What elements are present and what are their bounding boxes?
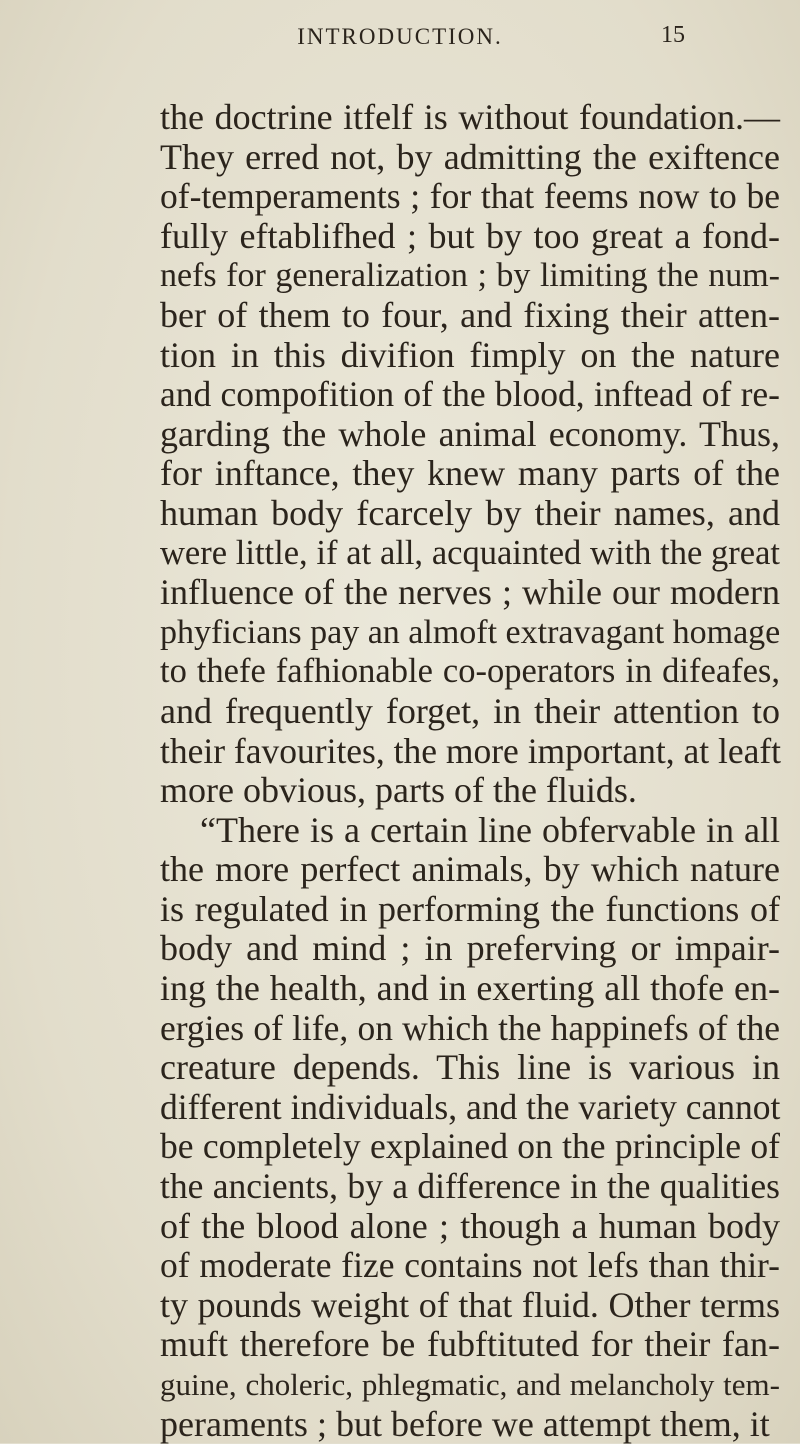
- body-text: [160, 98, 780, 1444]
- text-line: of the blood alone ; though a human body: [160, 1205, 780, 1246]
- text-line: garding the whole animal economy. Thus,: [160, 413, 780, 454]
- text-line: the doctrine itfelf is without foundation.—: [160, 97, 780, 137]
- text-line: ing the health, and in exerting all thofe en-: [160, 968, 780, 1009]
- text-line: fully eftablifhed ; but by too great a fond-: [160, 215, 780, 256]
- text-line: and compofition of the blood, inftead of re-: [160, 374, 780, 415]
- text-line: of moderate fize contains not lefs than thir-: [160, 1245, 780, 1286]
- text-line: ergies of life, on which the happinefs of the: [160, 1007, 780, 1048]
- text-line: guine, choleric, phlegmatic, and melancholy tem-: [160, 1367, 780, 1402]
- text-line: and frequently forget, in their attention to: [160, 690, 780, 731]
- text-line: They erred not, by admitting the exiftence: [160, 136, 780, 177]
- running-title: INTRODUCTION.: [297, 24, 503, 49]
- text-line: to thefe fafhionable co-operators in difeafes,: [160, 652, 780, 691]
- text-line: the more perfect animals, by which nature: [160, 849, 780, 890]
- text-line: creature depends. This line is various in: [160, 1047, 780, 1088]
- text-line: different individuals, and the variety cannot: [160, 1086, 781, 1127]
- running-head: [0, 18, 800, 58]
- text-line: more obvious, parts of the fluids.: [160, 770, 637, 811]
- page-number: 15: [661, 22, 685, 48]
- text-line: muft therefore be fubftituted for their fan-: [160, 1324, 780, 1365]
- text-line: body and mind ; in preferving or impair-: [160, 928, 780, 969]
- text-line: is regulated in performing the functions of: [160, 888, 780, 929]
- text-line: for inftance, they knew many parts of the: [160, 453, 780, 494]
- text-line: nefs for generalization ; by limiting the num-: [160, 257, 780, 295]
- text-line: human body fcarcely by their names, and: [160, 492, 780, 533]
- text-line: “There is a certain line obfervable in all: [200, 809, 780, 850]
- text-line: the ancients, by a difference in the qualities: [160, 1166, 780, 1207]
- text-line: their favourites, the more important, at leaft: [160, 730, 782, 771]
- text-line: of-temperaments ; for that feems now to be: [160, 176, 780, 217]
- text-line: be completely explained on the principle of: [160, 1126, 780, 1167]
- text-line: ber of them to four, and fixing their atten-: [160, 294, 780, 335]
- text-line: tion in this divifion fimply on the nature: [160, 334, 780, 375]
- text-line: were little, if at all, acquainted with the great: [160, 533, 780, 572]
- text-line: phyficians pay an almoft extravagant homage: [160, 613, 781, 651]
- text-line: influence of the nerves ; while our modern: [160, 572, 780, 613]
- text-line: peraments ; but before we attempt them, it: [160, 1403, 770, 1444]
- text-line: ty pounds weight of that fluid. Other terms: [160, 1284, 780, 1325]
